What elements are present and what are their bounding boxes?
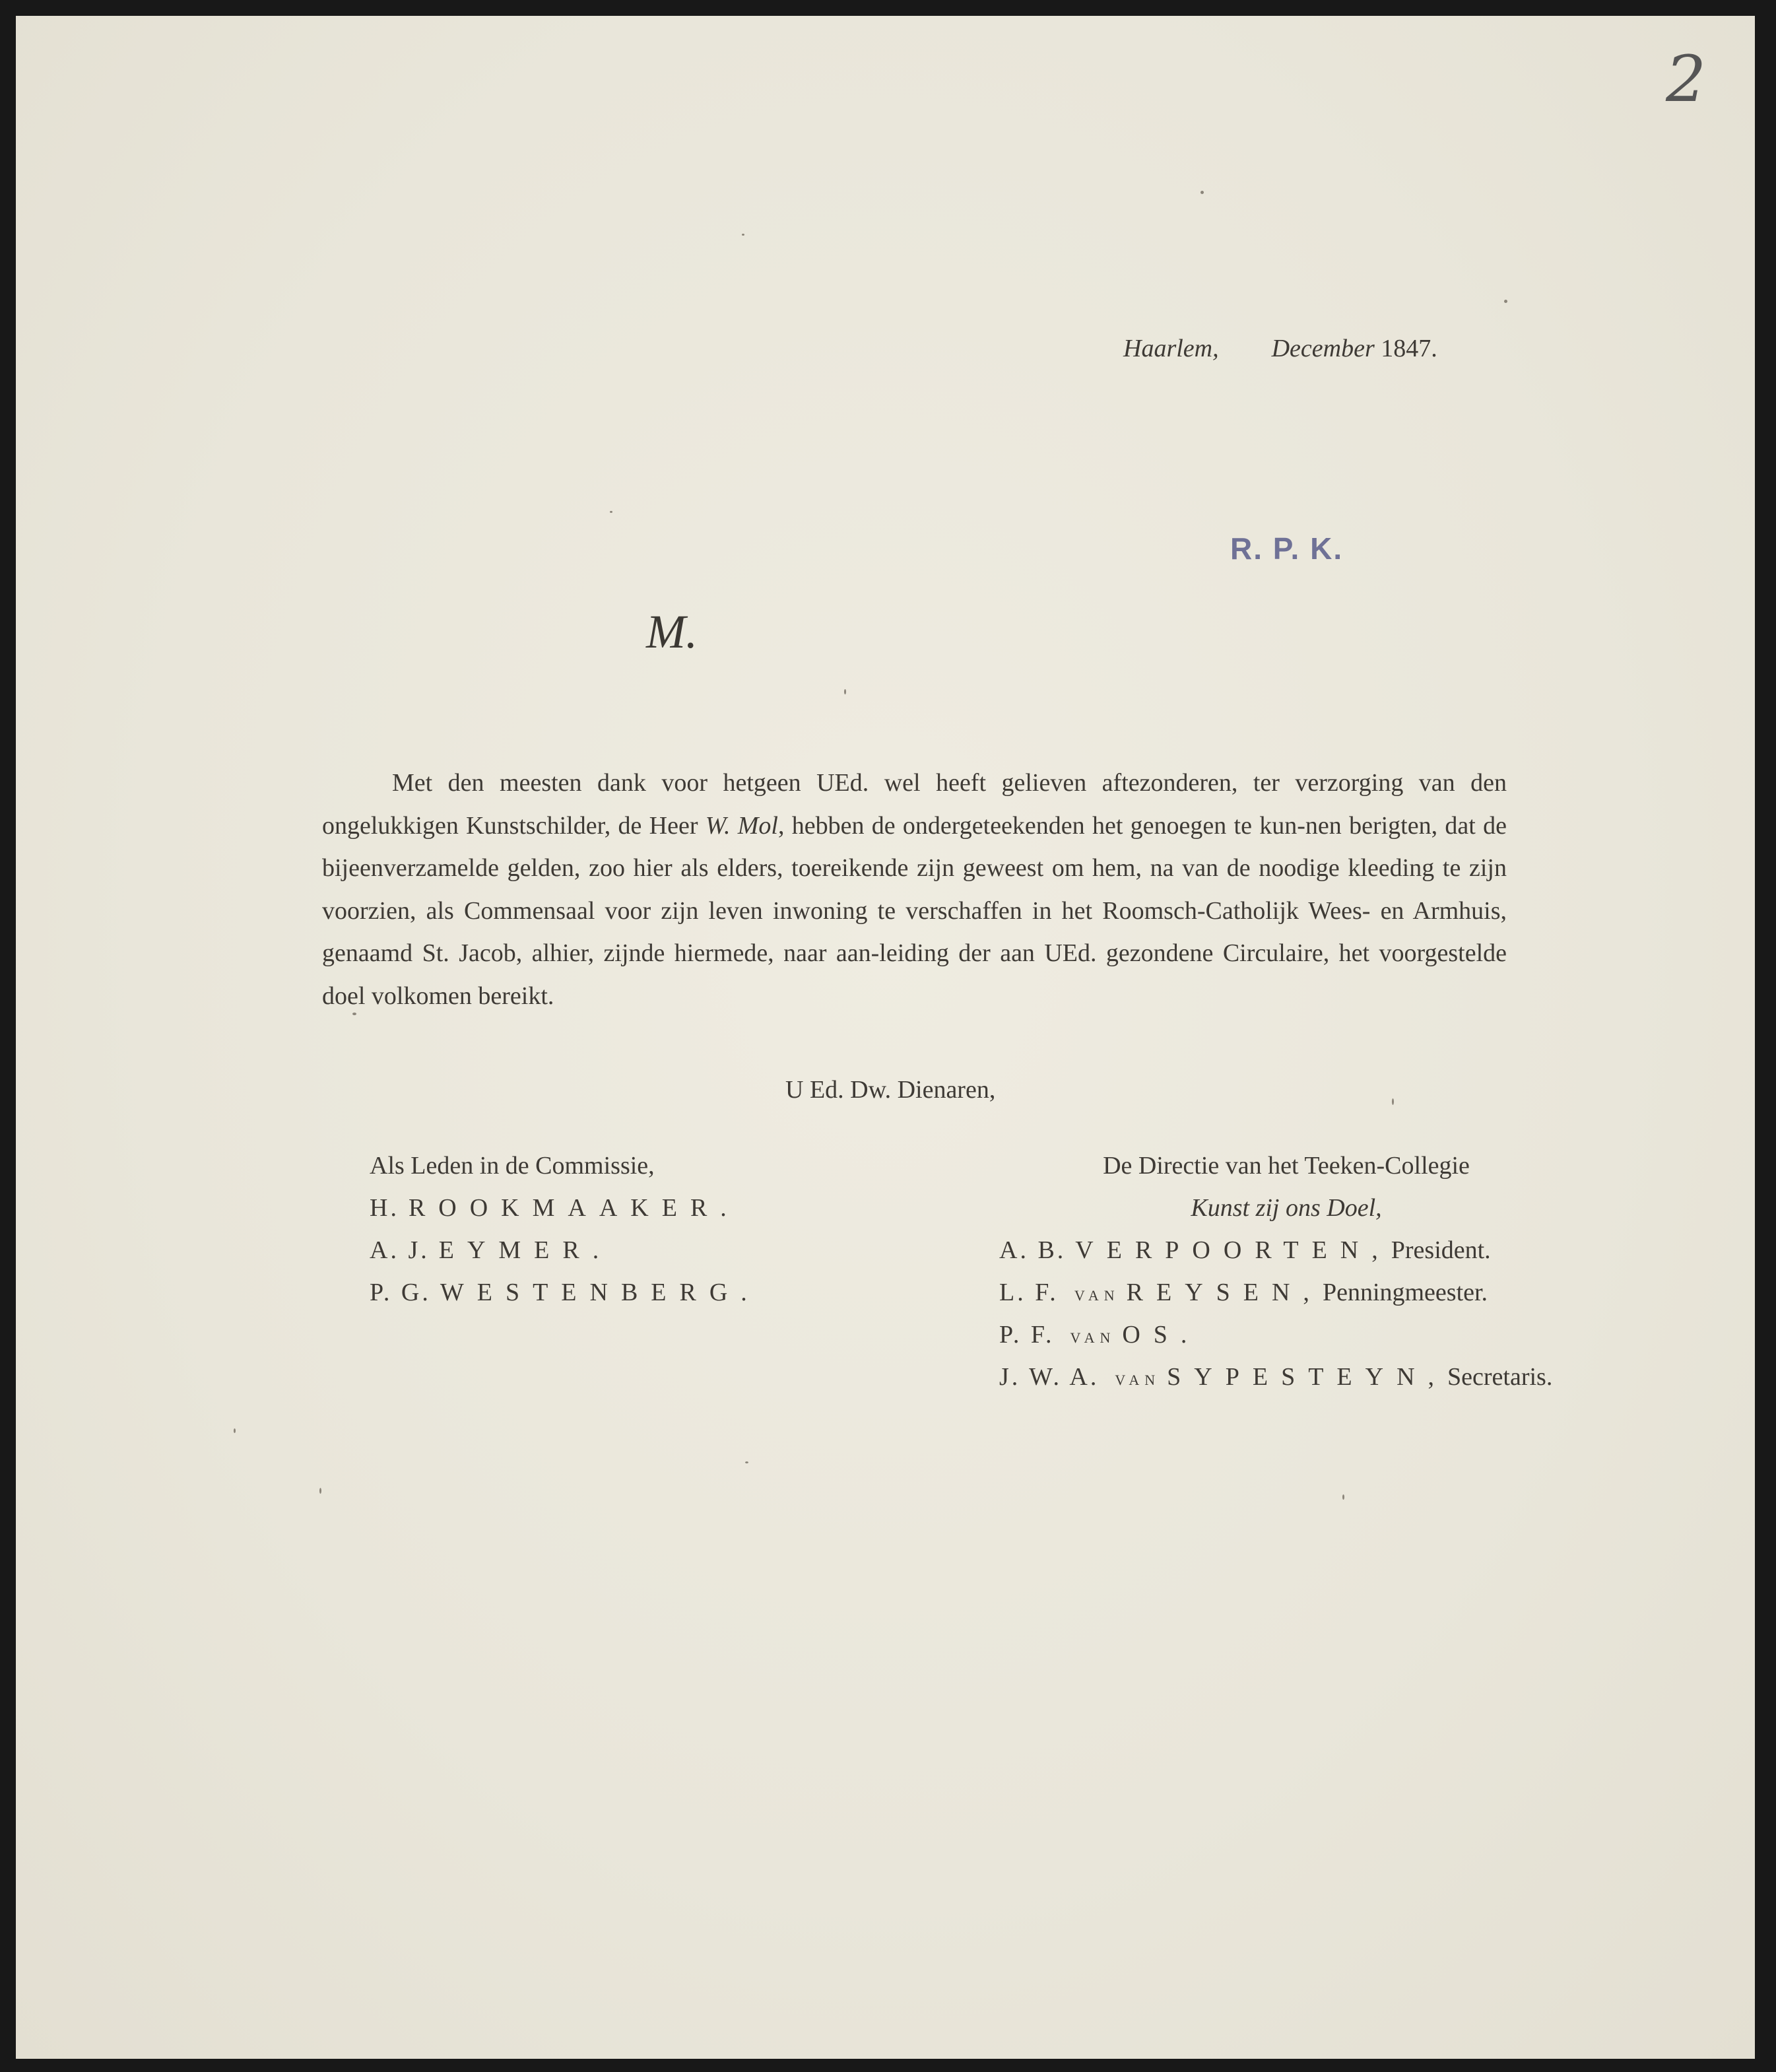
signatory-initials: J. W. A. bbox=[999, 1363, 1100, 1391]
dateline-year: 1847. bbox=[1381, 335, 1437, 362]
paper-speck bbox=[234, 1428, 236, 1433]
directorate-motto: Kunst zij ons Doel, bbox=[1191, 1194, 1382, 1222]
paper-speck bbox=[319, 1488, 321, 1494]
signatory-role: President. bbox=[1391, 1236, 1491, 1264]
signatory-initials: P. F. bbox=[999, 1321, 1055, 1349]
paper-speck bbox=[1342, 1494, 1344, 1500]
directorate-signatures bbox=[999, 1151, 1553, 1405]
salutation: M. bbox=[646, 605, 698, 658]
signatory-surname: VERPOORTEN, bbox=[1075, 1236, 1391, 1264]
signatory-row bbox=[999, 1320, 1514, 1362]
commission-heading: Als Leden in de Commissie, bbox=[370, 1152, 655, 1180]
directorate-heading: De Directie van het Teeken-Collegie bbox=[1103, 1152, 1470, 1180]
signatory-row bbox=[999, 1278, 1514, 1320]
signatory-row bbox=[370, 1193, 760, 1236]
body-part-2: , hebben de ondergeteekenden het genoegen te kun-nen berigten, dat de bijeenverzamelde gelden, zoo hier als elders, toereikende zijn geweest om hem, na van de noodige kleeding te zijn voorzien, als Commensaal voor zijn leven inwoning te verschaffen in het Roomsch-Catholijk Wees- en Armhuis, genaamd St. Jacob, alhier, zijnde hiermede, naar aan-leiding der aan UEd. gezondene Circulaire, het voorgestelde doel volkomen bereikt. bbox=[322, 811, 1507, 1010]
signatory-initials: A. B. bbox=[999, 1236, 1067, 1264]
signatory-initials: L. F. bbox=[999, 1279, 1059, 1306]
body-name: W. Mol bbox=[705, 811, 778, 840]
dateline-month: December bbox=[1271, 335, 1375, 362]
paper-speck bbox=[352, 1013, 356, 1015]
signatory-surname: ROOKMAAKER. bbox=[408, 1194, 740, 1222]
page-number: 2 bbox=[1666, 42, 1707, 116]
dateline bbox=[1123, 334, 1437, 363]
signatory-particle: VAN bbox=[1074, 1287, 1120, 1304]
paper-speck bbox=[610, 511, 612, 513]
signatory-row bbox=[370, 1236, 760, 1278]
signatory-role: Secretaris. bbox=[1447, 1363, 1553, 1391]
signatory-surname: WESTENBERG. bbox=[440, 1279, 760, 1306]
paper-speck bbox=[1200, 191, 1204, 194]
paper-speck bbox=[1504, 300, 1507, 303]
signatory-row bbox=[370, 1278, 760, 1320]
signatory-initials: H. bbox=[370, 1194, 399, 1222]
signatory-surname: OS. bbox=[1122, 1321, 1200, 1349]
letter-body bbox=[322, 762, 1507, 1017]
signatory-initials: P. G. bbox=[370, 1279, 431, 1306]
signatory-row bbox=[999, 1362, 1553, 1405]
signatory-surname: REYSEN, bbox=[1126, 1279, 1323, 1306]
signatory-row bbox=[999, 1236, 1514, 1278]
body-part-1: Met den meesten dank voor hetgeen UEd. wel heeft gelieven aftezonderen, ter verzorging van den ongelukkigen Kunstschilder, de Heer bbox=[322, 769, 1507, 840]
signatory-role: Penningmeester. bbox=[1322, 1279, 1488, 1306]
closing-formula: U Ed. Dw. Dienaren, bbox=[785, 1076, 996, 1104]
signatory-surname: EYMER. bbox=[438, 1236, 612, 1264]
library-stamp: R. P. K. bbox=[1230, 531, 1344, 566]
signatory-particle: VAN bbox=[1070, 1329, 1116, 1346]
dateline-place: Haarlem, bbox=[1123, 335, 1219, 362]
letter-sheet bbox=[16, 16, 1755, 2059]
paper-speck bbox=[742, 234, 744, 236]
commission-signatures bbox=[370, 1151, 760, 1320]
signatory-particle: VAN bbox=[1115, 1372, 1161, 1388]
signatory-surname: SYPESTEYN, bbox=[1167, 1363, 1448, 1391]
paper-speck bbox=[1392, 1098, 1394, 1105]
signatory-initials: A. J. bbox=[370, 1236, 430, 1264]
paper-speck bbox=[844, 689, 846, 694]
paper-speck bbox=[745, 1461, 748, 1463]
